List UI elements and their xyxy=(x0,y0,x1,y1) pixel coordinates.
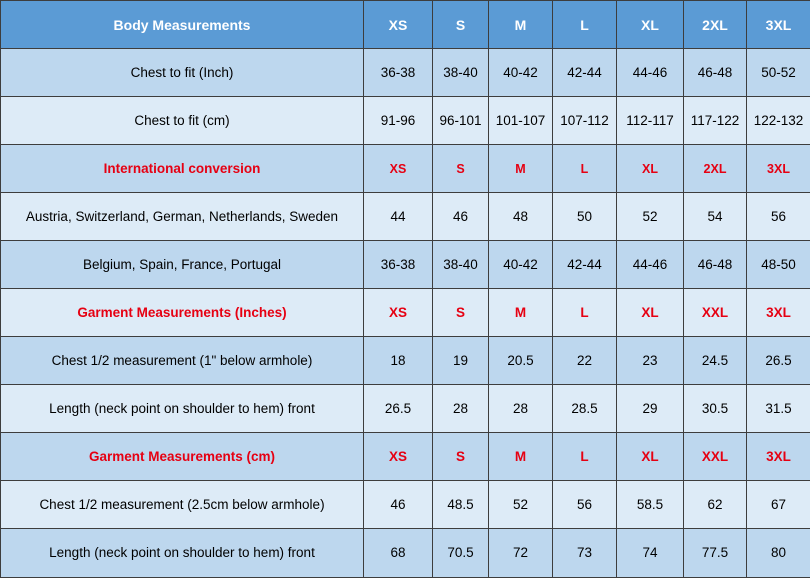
table-cell: 67 xyxy=(747,481,810,529)
size-label-cell: L xyxy=(553,289,617,337)
table-cell: 22 xyxy=(553,337,617,385)
header-cell-m: M xyxy=(489,1,553,49)
section-title-international-conversion: International conversion xyxy=(1,145,364,193)
table-cell: 72 xyxy=(489,529,553,578)
size-label-cell: M xyxy=(489,433,553,481)
table-cell: 42-44 xyxy=(553,241,617,289)
table-row xyxy=(1,385,810,433)
size-label-cell: M xyxy=(489,145,553,193)
table-row xyxy=(1,337,810,385)
size-label-cell: 3XL xyxy=(747,145,810,193)
table-cell: 36-38 xyxy=(364,49,433,97)
table-cell: 46 xyxy=(364,481,433,529)
table-cell: 122-132 xyxy=(747,97,810,145)
size-label-cell: XXL xyxy=(684,433,747,481)
table-cell: 54 xyxy=(684,193,747,241)
table-cell: 31.5 xyxy=(747,385,810,433)
size-label-cell: XL xyxy=(617,433,684,481)
size-label-cell: M xyxy=(489,289,553,337)
table-cell: 38-40 xyxy=(433,49,489,97)
table-cell: 62 xyxy=(684,481,747,529)
table-row xyxy=(1,97,810,145)
table-row xyxy=(1,49,810,97)
table-cell: 107-112 xyxy=(553,97,617,145)
row-label: Length (neck point on shoulder to hem) front xyxy=(1,529,364,578)
size-label-cell: XXL xyxy=(684,289,747,337)
table-cell: 96-101 xyxy=(433,97,489,145)
size-label-cell: XL xyxy=(617,145,684,193)
table-cell: 46-48 xyxy=(684,241,747,289)
table-cell: 48 xyxy=(489,193,553,241)
table-cell: 40-42 xyxy=(489,49,553,97)
table-row xyxy=(1,241,810,289)
table-row xyxy=(1,529,810,578)
table-cell: 20.5 xyxy=(489,337,553,385)
header-cell-s: S xyxy=(433,1,489,49)
table-cell: 56 xyxy=(553,481,617,529)
table-cell: 44-46 xyxy=(617,241,684,289)
table-cell: 73 xyxy=(553,529,617,578)
table-cell: 29 xyxy=(617,385,684,433)
header-cell-body-measurements: Body Measurements xyxy=(1,1,364,49)
table-cell: 36-38 xyxy=(364,241,433,289)
table-cell: 56 xyxy=(747,193,810,241)
header-cell-3xl: 3XL xyxy=(747,1,810,49)
table-cell: 50 xyxy=(553,193,617,241)
table-cell: 48-50 xyxy=(747,241,810,289)
size-label-cell: 2XL xyxy=(684,145,747,193)
table-cell: 28 xyxy=(433,385,489,433)
header-cell-xl: XL xyxy=(617,1,684,49)
table-cell: 46-48 xyxy=(684,49,747,97)
table-cell: 42-44 xyxy=(553,49,617,97)
table-cell: 26.5 xyxy=(747,337,810,385)
header-cell-l: L xyxy=(553,1,617,49)
row-label: Chest to fit (cm) xyxy=(1,97,364,145)
size-label-cell: S xyxy=(433,145,489,193)
size-label-cell: L xyxy=(553,433,617,481)
table-cell: 19 xyxy=(433,337,489,385)
table-cell: 18 xyxy=(364,337,433,385)
table-cell: 26.5 xyxy=(364,385,433,433)
header-cell-2xl: 2XL xyxy=(684,1,747,49)
table-cell: 52 xyxy=(489,481,553,529)
table-cell: 28 xyxy=(489,385,553,433)
table-cell: 80 xyxy=(747,529,810,578)
size-label-cell: XS xyxy=(364,145,433,193)
section-title-garment-cm: Garment Measurements (cm) xyxy=(1,433,364,481)
table-cell: 28.5 xyxy=(553,385,617,433)
row-label: Chest to fit (Inch) xyxy=(1,49,364,97)
table-cell: 112-117 xyxy=(617,97,684,145)
table-cell: 44 xyxy=(364,193,433,241)
size-label-cell: XL xyxy=(617,289,684,337)
row-label: Belgium, Spain, France, Portugal xyxy=(1,241,364,289)
section-header-row xyxy=(1,433,810,481)
table-cell: 52 xyxy=(617,193,684,241)
row-label: Austria, Switzerland, German, Netherlands, Sweden xyxy=(1,193,364,241)
table-cell: 68 xyxy=(364,529,433,578)
table-cell: 44-46 xyxy=(617,49,684,97)
size-label-cell: 3XL xyxy=(747,289,810,337)
table-cell: 40-42 xyxy=(489,241,553,289)
section-header-row xyxy=(1,289,810,337)
table-cell: 24.5 xyxy=(684,337,747,385)
table-cell: 91-96 xyxy=(364,97,433,145)
table-cell: 48.5 xyxy=(433,481,489,529)
header-cell-xs: XS xyxy=(364,1,433,49)
table-cell: 30.5 xyxy=(684,385,747,433)
table-cell: 58.5 xyxy=(617,481,684,529)
size-label-cell: 3XL xyxy=(747,433,810,481)
size-label-cell: S xyxy=(433,433,489,481)
table-cell: 46 xyxy=(433,193,489,241)
table-cell: 50-52 xyxy=(747,49,810,97)
size-label-cell: XS xyxy=(364,289,433,337)
table-header-row xyxy=(1,1,810,49)
size-label-cell: L xyxy=(553,145,617,193)
table-cell: 101-107 xyxy=(489,97,553,145)
section-header-row xyxy=(1,145,810,193)
row-label: Chest 1/2 measurement (1" below armhole) xyxy=(1,337,364,385)
table-cell: 77.5 xyxy=(684,529,747,578)
section-title-garment-inches: Garment Measurements (Inches) xyxy=(1,289,364,337)
table-row xyxy=(1,481,810,529)
table-cell: 38-40 xyxy=(433,241,489,289)
size-label-cell: S xyxy=(433,289,489,337)
table-cell: 117-122 xyxy=(684,97,747,145)
table-cell: 70.5 xyxy=(433,529,489,578)
table-row xyxy=(1,193,810,241)
size-label-cell: XS xyxy=(364,433,433,481)
row-label: Chest 1/2 measurement (2.5cm below armhole) xyxy=(1,481,364,529)
table-cell: 74 xyxy=(617,529,684,578)
row-label: Length (neck point on shoulder to hem) front xyxy=(1,385,364,433)
table-cell: 23 xyxy=(617,337,684,385)
